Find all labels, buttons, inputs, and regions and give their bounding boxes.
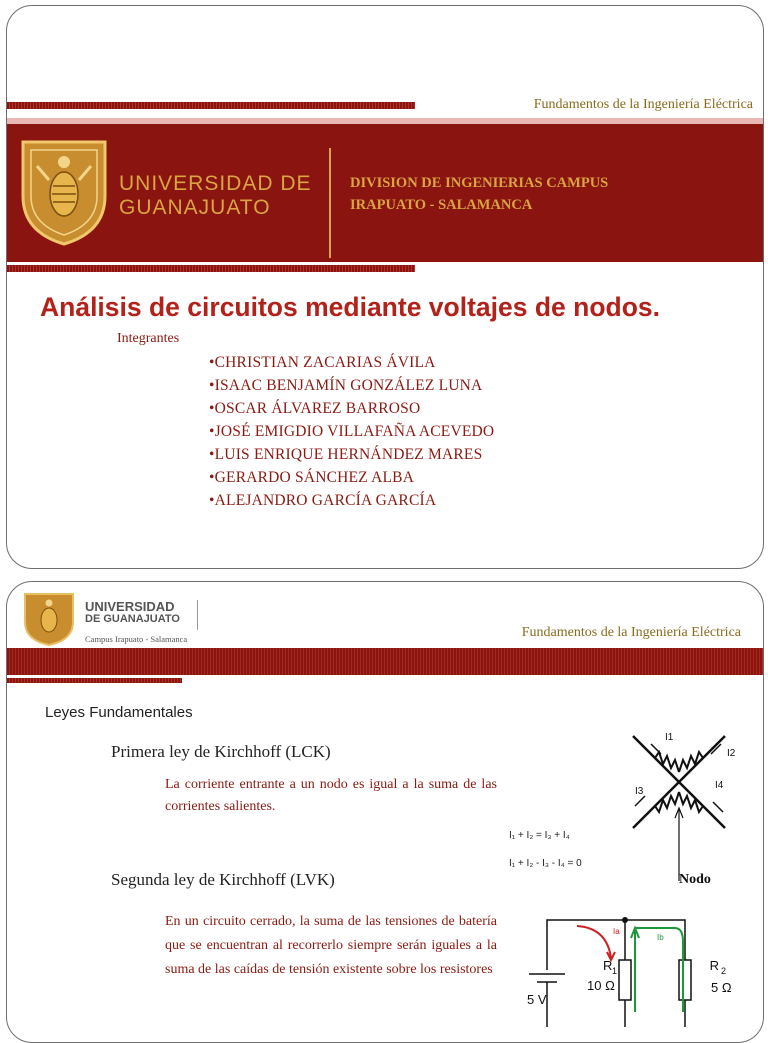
svg-text:10 Ω: 10 Ω xyxy=(587,978,615,993)
title-slide xyxy=(6,5,764,569)
svg-text:R: R xyxy=(709,958,719,973)
course-name: Fundamentos de la Ingeniería Eléctrica xyxy=(533,97,753,112)
campus-name: Campus Irapuato - Salamanca xyxy=(85,634,188,644)
law2-title: Segunda ley de Kirchhoff (LVK) xyxy=(111,870,335,889)
node-label: Nodo xyxy=(679,872,711,887)
svg-text:I3: I3 xyxy=(635,786,644,797)
member-item: •CHRISTIAN ZACARIAS ÁVILA xyxy=(209,354,436,371)
gold-divider xyxy=(329,148,331,258)
course-name: Fundamentos de la Ingeniería Eléctrica xyxy=(521,625,741,640)
division-line1: DIVISION DE INGENIERIAS CAMPUS xyxy=(350,175,609,191)
svg-text:5 Ω: 5 Ω xyxy=(711,980,732,995)
law2-text: En un circuito cerrado, la suma de las tensiones de batería que se encuentran al recorrerlo siempre serán iguales a la suma de las caídas de tensión existente sobre los resistores xyxy=(165,914,497,977)
law1-text: La corriente entrante a un nodo es igual a la suma de las corrientes salientes. xyxy=(165,777,497,814)
members-heading: Integrantes xyxy=(117,331,180,346)
university-name-line2: GUANAJUATO xyxy=(119,196,271,219)
member-item: •OSCAR ÁLVAREZ BARROSO xyxy=(209,400,421,417)
university-seal-icon xyxy=(21,590,77,648)
logo-divider xyxy=(197,600,198,630)
university-seal-icon xyxy=(15,136,113,248)
member-item: •ALEJANDRO GARCÍA GARCÍA xyxy=(209,492,437,509)
svg-text:I2: I2 xyxy=(727,748,736,759)
circuit-diagram xyxy=(507,912,737,1027)
node-diagram xyxy=(615,726,755,886)
svg-text:2: 2 xyxy=(721,966,727,976)
law1-title: Primera ley de Kirchhoff (LCK) xyxy=(111,742,331,761)
content-slide xyxy=(6,581,764,1043)
short-stripe xyxy=(7,678,182,683)
presentation-title: Análisis de circuitos mediante voltajes de nodos. xyxy=(40,292,660,322)
svg-text:I4: I4 xyxy=(715,780,724,791)
svg-text:Ib: Ib xyxy=(657,933,664,942)
member-item: •ISAAC BENJAMÍN GONZÁLEZ LUNA xyxy=(209,377,483,394)
member-item: •GERARDO SÁNCHEZ ALBA xyxy=(209,469,415,486)
top-stripe xyxy=(7,102,415,109)
svg-text:I1: I1 xyxy=(665,732,674,743)
svg-text:R: R xyxy=(603,958,613,973)
svg-text:5 V: 5 V xyxy=(527,992,547,1007)
division-line2: IRAPUATO - SALAMANCA xyxy=(350,197,533,213)
maroon-banner xyxy=(7,124,763,262)
equation-1: I₁ + I₂ = I₃ + I₄ xyxy=(509,830,570,841)
section-heading: Leyes Fundamentales xyxy=(45,704,193,721)
logo-line2: DE GUANAJUATO xyxy=(85,613,180,625)
bottom-stripe xyxy=(7,265,415,272)
logo-line1: UNIVERSIDAD xyxy=(85,599,175,614)
member-item: •JOSÉ EMIGDIO VILLAFAÑA ACEVEDO xyxy=(209,423,495,440)
equation-2: I₁ + I₂ - I₃ - I₄ = 0 xyxy=(509,858,582,869)
member-item: •LUIS ENRIQUE HERNÁNDEZ MARES xyxy=(209,446,483,463)
svg-text:1: 1 xyxy=(612,966,618,976)
svg-text:Ia: Ia xyxy=(613,927,620,936)
university-name-line1: UNIVERSIDAD DE xyxy=(119,172,312,195)
maroon-band xyxy=(7,648,763,675)
